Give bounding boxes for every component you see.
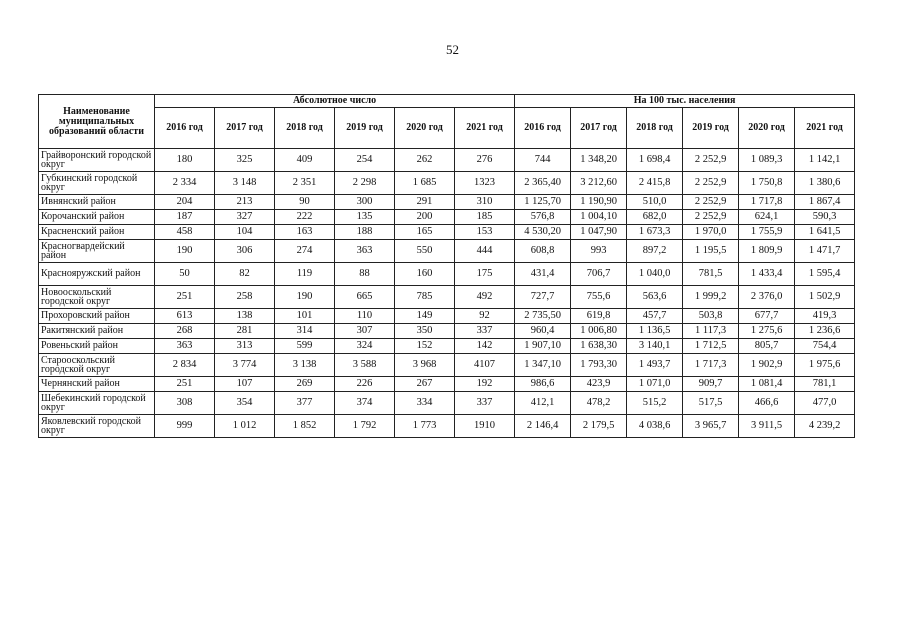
absolute-value-cell: 444 xyxy=(455,240,515,263)
table-row xyxy=(39,309,855,324)
absolute-value-cell: 785 xyxy=(395,286,455,309)
municipality-name: Грайворонский городской округ xyxy=(39,149,155,172)
per100k-value-cell: 1 347,10 xyxy=(515,354,571,377)
page-number: 52 xyxy=(446,42,459,57)
absolute-value-cell: 110 xyxy=(335,309,395,324)
absolute-value-cell: 276 xyxy=(455,149,515,172)
absolute-value-cell: 200 xyxy=(395,210,455,225)
absolute-value-cell: 2 298 xyxy=(335,172,395,195)
per100k-value-cell: 1 907,10 xyxy=(515,339,571,354)
absolute-value-cell: 599 xyxy=(275,339,335,354)
absolute-value-cell: 337 xyxy=(455,324,515,339)
per100k-value-cell: 781,1 xyxy=(795,377,855,392)
year-header-row xyxy=(39,108,855,149)
per100k-value-cell: 677,7 xyxy=(739,309,795,324)
per100k-value-cell: 1 755,9 xyxy=(739,225,795,240)
municipality-name: Ивнянский район xyxy=(39,195,155,210)
absolute-value-cell: 492 xyxy=(455,286,515,309)
per100k-value-cell: 1 071,0 xyxy=(627,377,683,392)
per100k-value-cell: 1 089,3 xyxy=(739,149,795,172)
year-header-per100k: 2019 год xyxy=(683,108,739,149)
municipality-name: Чернянский район xyxy=(39,377,155,392)
per100k-value-cell: 1 638,30 xyxy=(571,339,627,354)
per100k-value-cell: 1 717,8 xyxy=(739,195,795,210)
per100k-value-cell: 3 140,1 xyxy=(627,339,683,354)
per100k-value-cell: 1 471,7 xyxy=(795,240,855,263)
year-header-absolute: 2017 год xyxy=(215,108,275,149)
table-header xyxy=(39,95,855,149)
table-body xyxy=(39,149,855,438)
per100k-value-cell: 1 698,4 xyxy=(627,149,683,172)
absolute-value-cell: 138 xyxy=(215,309,275,324)
per100k-value-cell: 2 735,50 xyxy=(515,309,571,324)
per100k-value-cell: 1 236,6 xyxy=(795,324,855,339)
per100k-value-cell: 897,2 xyxy=(627,240,683,263)
absolute-value-cell: 337 xyxy=(455,392,515,415)
per100k-value-cell: 477,0 xyxy=(795,392,855,415)
absolute-value-cell: 2 834 xyxy=(155,354,215,377)
per100k-value-cell: 755,6 xyxy=(571,286,627,309)
absolute-value-cell: 665 xyxy=(335,286,395,309)
per100k-value-cell: 706,7 xyxy=(571,263,627,286)
year-header-absolute: 2019 год xyxy=(335,108,395,149)
absolute-value-cell: 135 xyxy=(335,210,395,225)
absolute-value-cell: 268 xyxy=(155,324,215,339)
year-header-per100k: 2016 год xyxy=(515,108,571,149)
absolute-value-cell: 274 xyxy=(275,240,335,263)
per100k-value-cell: 1 190,90 xyxy=(571,195,627,210)
absolute-value-cell: 4107 xyxy=(455,354,515,377)
absolute-value-cell: 2 351 xyxy=(275,172,335,195)
absolute-value-cell: 192 xyxy=(455,377,515,392)
absolute-value-cell: 267 xyxy=(395,377,455,392)
absolute-value-cell: 1910 xyxy=(455,415,515,438)
per100k-value-cell: 2 146,4 xyxy=(515,415,571,438)
absolute-value-cell: 327 xyxy=(215,210,275,225)
table-row xyxy=(39,339,855,354)
table-row xyxy=(39,392,855,415)
per100k-value-cell: 1 641,5 xyxy=(795,225,855,240)
municipality-name: Прохоровский район xyxy=(39,309,155,324)
per100k-value-cell: 744 xyxy=(515,149,571,172)
per100k-value-cell: 4 239,2 xyxy=(795,415,855,438)
per100k-value-cell: 510,0 xyxy=(627,195,683,210)
per100k-value-cell: 1 142,1 xyxy=(795,149,855,172)
per100k-value-cell: 1 004,10 xyxy=(571,210,627,225)
municipality-name: Красногвардейский район xyxy=(39,240,155,263)
statistics-table xyxy=(38,94,855,438)
per100k-value-cell: 4 038,6 xyxy=(627,415,683,438)
absolute-value-cell: 2 334 xyxy=(155,172,215,195)
absolute-group-header: Абсолютное число xyxy=(155,95,515,108)
per100k-value-cell: 960,4 xyxy=(515,324,571,339)
table-row xyxy=(39,286,855,309)
absolute-value-cell: 325 xyxy=(215,149,275,172)
per100k-value-cell: 1 380,6 xyxy=(795,172,855,195)
year-header-per100k: 2020 год xyxy=(739,108,795,149)
absolute-value-cell: 104 xyxy=(215,225,275,240)
per100k-value-cell: 423,9 xyxy=(571,377,627,392)
per100k-value-cell: 1 047,90 xyxy=(571,225,627,240)
absolute-value-cell: 213 xyxy=(215,195,275,210)
absolute-value-cell: 226 xyxy=(335,377,395,392)
table-row xyxy=(39,210,855,225)
absolute-value-cell: 107 xyxy=(215,377,275,392)
absolute-value-cell: 190 xyxy=(275,286,335,309)
municipality-name: Ракитянский район xyxy=(39,324,155,339)
municipality-name: Новооскольский городской округ xyxy=(39,286,155,309)
year-header-absolute: 2018 год xyxy=(275,108,335,149)
year-header-absolute: 2020 год xyxy=(395,108,455,149)
per100k-value-cell: 515,2 xyxy=(627,392,683,415)
per100k-value-cell: 1 006,80 xyxy=(571,324,627,339)
per100k-value-cell: 2 365,40 xyxy=(515,172,571,195)
absolute-value-cell: 251 xyxy=(155,286,215,309)
per100k-value-cell: 2 179,5 xyxy=(571,415,627,438)
absolute-value-cell: 363 xyxy=(335,240,395,263)
per100k-value-cell: 412,1 xyxy=(515,392,571,415)
per100k-value-cell: 419,3 xyxy=(795,309,855,324)
absolute-value-cell: 1 773 xyxy=(395,415,455,438)
absolute-value-cell: 324 xyxy=(335,339,395,354)
absolute-value-cell: 307 xyxy=(335,324,395,339)
per100k-value-cell: 1 999,2 xyxy=(683,286,739,309)
absolute-value-cell: 90 xyxy=(275,195,335,210)
per100k-value-cell: 1 275,6 xyxy=(739,324,795,339)
absolute-value-cell: 262 xyxy=(395,149,455,172)
per100k-value-cell: 3 212,60 xyxy=(571,172,627,195)
per100k-value-cell: 986,6 xyxy=(515,377,571,392)
absolute-value-cell: 180 xyxy=(155,149,215,172)
table-row xyxy=(39,263,855,286)
absolute-value-cell: 251 xyxy=(155,377,215,392)
absolute-value-cell: 354 xyxy=(215,392,275,415)
absolute-value-cell: 163 xyxy=(275,225,335,240)
absolute-value-cell: 3 138 xyxy=(275,354,335,377)
municipality-name: Шебекинский городской округ xyxy=(39,392,155,415)
per100k-value-cell: 1 433,4 xyxy=(739,263,795,286)
per100k-value-cell: 1 970,0 xyxy=(683,225,739,240)
name-column-header: Наименование муниципальных образований области xyxy=(39,95,155,149)
per100k-value-cell: 1 125,70 xyxy=(515,195,571,210)
absolute-value-cell: 152 xyxy=(395,339,455,354)
absolute-value-cell: 310 xyxy=(455,195,515,210)
absolute-value-cell: 119 xyxy=(275,263,335,286)
table-row xyxy=(39,324,855,339)
municipality-name: Красненский район xyxy=(39,225,155,240)
per100k-value-cell: 590,3 xyxy=(795,210,855,225)
per100k-value-cell: 1 902,9 xyxy=(739,354,795,377)
per100k-value-cell: 781,5 xyxy=(683,263,739,286)
per100k-value-cell: 466,6 xyxy=(739,392,795,415)
per100k-value-cell: 1 081,4 xyxy=(739,377,795,392)
absolute-value-cell: 374 xyxy=(335,392,395,415)
per100k-value-cell: 754,4 xyxy=(795,339,855,354)
absolute-value-cell: 291 xyxy=(395,195,455,210)
per100k-value-cell: 624,1 xyxy=(739,210,795,225)
per100k-value-cell: 1 673,3 xyxy=(627,225,683,240)
absolute-value-cell: 409 xyxy=(275,149,335,172)
absolute-value-cell: 363 xyxy=(155,339,215,354)
per100k-value-cell: 909,7 xyxy=(683,377,739,392)
absolute-value-cell: 306 xyxy=(215,240,275,263)
absolute-value-cell: 1323 xyxy=(455,172,515,195)
absolute-value-cell: 308 xyxy=(155,392,215,415)
per100k-group-header: На 100 тыс. населения xyxy=(515,95,855,108)
per100k-value-cell: 2 252,9 xyxy=(683,195,739,210)
per100k-value-cell: 2 252,9 xyxy=(683,210,739,225)
per100k-value-cell: 1 750,8 xyxy=(739,172,795,195)
per100k-value-cell: 1 493,7 xyxy=(627,354,683,377)
year-header-per100k: 2021 год xyxy=(795,108,855,149)
absolute-value-cell: 1 852 xyxy=(275,415,335,438)
absolute-value-cell: 92 xyxy=(455,309,515,324)
year-header-per100k: 2017 год xyxy=(571,108,627,149)
absolute-value-cell: 3 588 xyxy=(335,354,395,377)
per100k-value-cell: 682,0 xyxy=(627,210,683,225)
absolute-value-cell: 314 xyxy=(275,324,335,339)
municipality-name: Краснояружский район xyxy=(39,263,155,286)
municipality-name: Ровеньский район xyxy=(39,339,155,354)
table-row xyxy=(39,377,855,392)
absolute-value-cell: 313 xyxy=(215,339,275,354)
per100k-value-cell: 1 136,5 xyxy=(627,324,683,339)
per100k-value-cell: 1 502,9 xyxy=(795,286,855,309)
table-row xyxy=(39,240,855,263)
per100k-value-cell: 517,5 xyxy=(683,392,739,415)
absolute-value-cell: 1 012 xyxy=(215,415,275,438)
per100k-value-cell: 1 867,4 xyxy=(795,195,855,210)
per100k-value-cell: 1 595,4 xyxy=(795,263,855,286)
per100k-value-cell: 478,2 xyxy=(571,392,627,415)
per100k-value-cell: 1 975,6 xyxy=(795,354,855,377)
absolute-value-cell: 1 792 xyxy=(335,415,395,438)
per100k-value-cell: 619,8 xyxy=(571,309,627,324)
per100k-value-cell: 1 712,5 xyxy=(683,339,739,354)
absolute-value-cell: 82 xyxy=(215,263,275,286)
per100k-value-cell: 1 348,20 xyxy=(571,149,627,172)
per100k-value-cell: 993 xyxy=(571,240,627,263)
per100k-value-cell: 1 793,30 xyxy=(571,354,627,377)
absolute-value-cell: 999 xyxy=(155,415,215,438)
absolute-value-cell: 185 xyxy=(455,210,515,225)
absolute-value-cell: 165 xyxy=(395,225,455,240)
per100k-value-cell: 805,7 xyxy=(739,339,795,354)
absolute-value-cell: 50 xyxy=(155,263,215,286)
per100k-value-cell: 727,7 xyxy=(515,286,571,309)
absolute-value-cell: 88 xyxy=(335,263,395,286)
per100k-value-cell: 1 717,3 xyxy=(683,354,739,377)
absolute-value-cell: 3 148 xyxy=(215,172,275,195)
absolute-value-cell: 258 xyxy=(215,286,275,309)
per100k-value-cell: 1 195,5 xyxy=(683,240,739,263)
municipality-name: Корочанский район xyxy=(39,210,155,225)
absolute-value-cell: 187 xyxy=(155,210,215,225)
table-row xyxy=(39,225,855,240)
table-row xyxy=(39,172,855,195)
absolute-value-cell: 3 774 xyxy=(215,354,275,377)
absolute-value-cell: 160 xyxy=(395,263,455,286)
absolute-value-cell: 613 xyxy=(155,309,215,324)
absolute-value-cell: 269 xyxy=(275,377,335,392)
per100k-value-cell: 2 252,9 xyxy=(683,172,739,195)
absolute-value-cell: 300 xyxy=(335,195,395,210)
per100k-value-cell: 2 252,9 xyxy=(683,149,739,172)
per100k-value-cell: 2 376,0 xyxy=(739,286,795,309)
table-row xyxy=(39,195,855,210)
per100k-value-cell: 3 911,5 xyxy=(739,415,795,438)
absolute-value-cell: 190 xyxy=(155,240,215,263)
per100k-value-cell: 503,8 xyxy=(683,309,739,324)
absolute-value-cell: 458 xyxy=(155,225,215,240)
absolute-value-cell: 1 685 xyxy=(395,172,455,195)
absolute-value-cell: 254 xyxy=(335,149,395,172)
year-header-per100k: 2018 год xyxy=(627,108,683,149)
absolute-value-cell: 175 xyxy=(455,263,515,286)
absolute-value-cell: 204 xyxy=(155,195,215,210)
per100k-value-cell: 3 965,7 xyxy=(683,415,739,438)
year-header-absolute: 2016 год xyxy=(155,108,215,149)
per100k-value-cell: 457,7 xyxy=(627,309,683,324)
absolute-value-cell: 334 xyxy=(395,392,455,415)
per100k-value-cell: 1 809,9 xyxy=(739,240,795,263)
per100k-value-cell: 2 415,8 xyxy=(627,172,683,195)
table-row xyxy=(39,149,855,172)
per100k-value-cell: 1 117,3 xyxy=(683,324,739,339)
per100k-value-cell: 1 040,0 xyxy=(627,263,683,286)
table-row xyxy=(39,354,855,377)
per100k-value-cell: 4 530,20 xyxy=(515,225,571,240)
absolute-value-cell: 550 xyxy=(395,240,455,263)
absolute-value-cell: 153 xyxy=(455,225,515,240)
absolute-value-cell: 281 xyxy=(215,324,275,339)
absolute-value-cell: 377 xyxy=(275,392,335,415)
municipality-name: Яковлевский городской округ xyxy=(39,415,155,438)
absolute-value-cell: 149 xyxy=(395,309,455,324)
absolute-value-cell: 142 xyxy=(455,339,515,354)
per100k-value-cell: 608,8 xyxy=(515,240,571,263)
absolute-value-cell: 188 xyxy=(335,225,395,240)
per100k-value-cell: 576,8 xyxy=(515,210,571,225)
absolute-value-cell: 3 968 xyxy=(395,354,455,377)
per100k-value-cell: 563,6 xyxy=(627,286,683,309)
absolute-value-cell: 222 xyxy=(275,210,335,225)
per100k-value-cell: 431,4 xyxy=(515,263,571,286)
absolute-value-cell: 350 xyxy=(395,324,455,339)
municipality-name: Старооскольский городской округ xyxy=(39,354,155,377)
absolute-value-cell: 101 xyxy=(275,309,335,324)
year-header-absolute: 2021 год xyxy=(455,108,515,149)
table-row xyxy=(39,415,855,438)
municipality-name: Губкинский городской округ xyxy=(39,172,155,195)
